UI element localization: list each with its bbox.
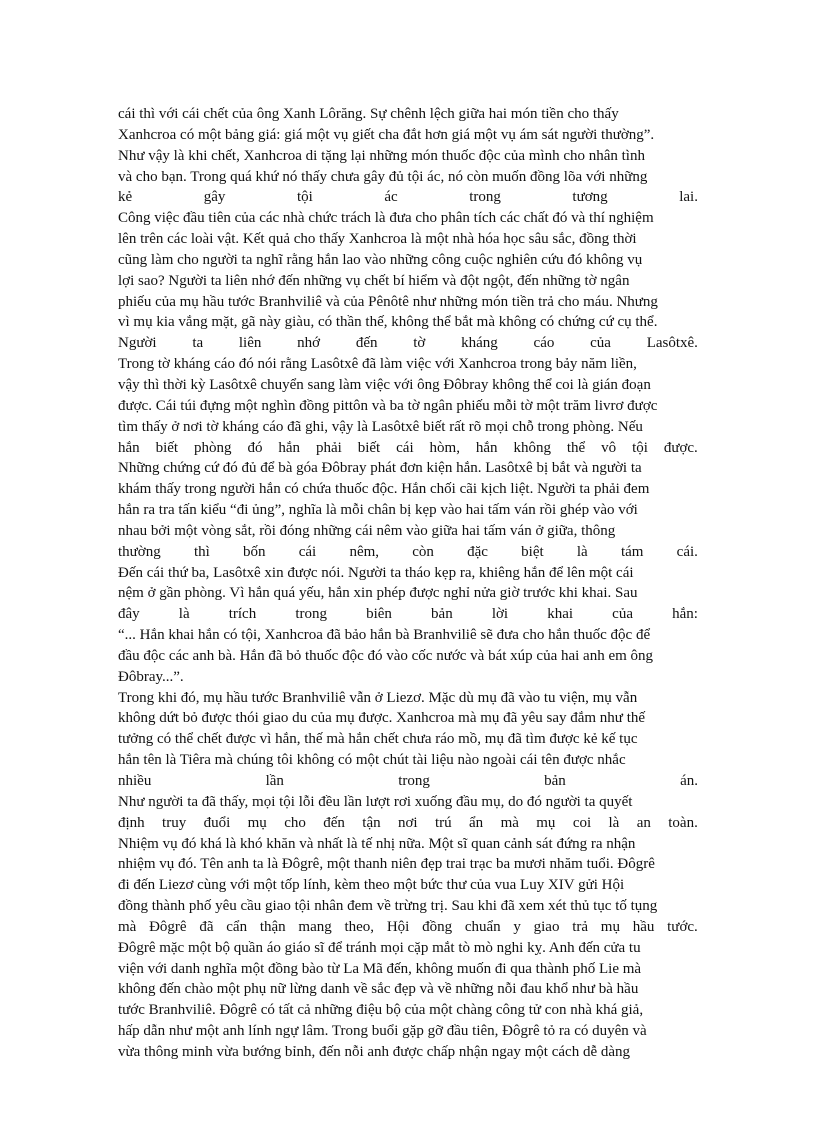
text-line: Đôbray...”. <box>118 668 184 685</box>
text-line: hắn tên là Tiêra mà chúng tôi không có một chút tài liệu nào ngoài cái tên được nhắc <box>118 752 626 769</box>
text-word: lai. <box>679 189 698 206</box>
text-word: đặc <box>467 543 488 560</box>
text-line <box>118 438 698 459</box>
text-word: ác <box>384 189 398 206</box>
text-word: cho <box>284 814 306 831</box>
text-word: đến <box>323 814 345 831</box>
text-line <box>118 333 698 354</box>
text-word: trú <box>434 814 452 831</box>
text-line: đầu độc các anh bà. Hắn đã bỏ thuốc độc đó vào cốc nước và bát xúp của hai anh em ông <box>118 647 654 664</box>
text-line: phiếu của mụ hầu tước Branhviliê và của Pênôtê như những món tiền trả cho máu. Nhưng <box>118 293 658 310</box>
text-word: biệt <box>521 543 544 560</box>
text-word: vô <box>601 439 617 456</box>
text-line: Nhiệm vụ đó khá là khó khăn và nhất là tế nhị nữa. Một sĩ quan cảnh sát đứng ra nhận <box>118 835 636 852</box>
body-text <box>118 104 698 1063</box>
text-line: vừa thông minh vừa bướng bỉnh, đến nỗi anh được chấp nhận ngay một cách dễ dàng <box>118 1043 631 1060</box>
text-line <box>118 604 698 625</box>
text-line <box>118 187 698 208</box>
text-line: Những chứng cứ đó đủ để bà góa Đôbray phát đơn kiện hắn. Lasôtxê bị bắt và người ta <box>118 460 642 477</box>
text-word: ẩn <box>469 814 484 831</box>
text-word: là <box>178 606 190 623</box>
text-line: nhiệm vụ đó. Tên anh ta là Đôgrê, một thanh niên đẹp trai trạc ba mươi nhăm tuổi. Đôgrê <box>118 856 655 873</box>
text-word: tội <box>632 439 648 456</box>
text-line: tìm thấy ở nơi tờ kháng cáo đã ghi, vậy là Lasôtxê biết rất rõ mọi chỗ trong phòng. Nếu <box>118 418 643 435</box>
text-word: liên <box>238 335 262 352</box>
text-word: giao <box>533 918 560 935</box>
text-line <box>118 542 698 563</box>
text-word: là <box>576 543 588 560</box>
text-word: tám <box>620 543 644 560</box>
text-line: nhau bởi một vòng sắt, rồi đóng những cái nêm vào giữa hai tấm ván ở giữa, thông <box>118 522 616 539</box>
text-word: khai <box>547 606 574 623</box>
text-word: đồng <box>422 918 453 935</box>
text-word: đây <box>118 606 140 623</box>
text-line: Đến cái thứ ba, Lasôtxê xin được nói. Người ta tháo kẹp ra, khiêng hắn để lên một cái <box>118 564 634 581</box>
text-word: cái <box>298 543 317 560</box>
text-word: định <box>118 814 145 831</box>
text-word: Người <box>118 335 157 352</box>
text-line: Xanhcroa có một bảng giá: giá một vụ giết cha đắt hơn giá một vụ ám sát người thường”. <box>118 126 655 143</box>
text-line: Đôgrê mặc một bộ quần áo giáo sĩ để tránh mọi cặp mắt tò mò nghi kỵ. Anh đến cửa tu <box>118 939 641 956</box>
text-word: được. <box>663 439 698 456</box>
text-word: nơi <box>397 814 418 831</box>
text-line: khám thấy trong người hắn có chứa thuốc độc. Hắn chối cãi kịch liệt. Người ta phải đem <box>118 481 650 498</box>
text-word: đuổi <box>203 814 231 831</box>
text-word: cái. <box>676 543 698 560</box>
text-word: mụ <box>247 814 267 831</box>
text-line: được. Cái túi đựng một nghìn đồng pittôn và ba tờ ngân phiếu mỗi tờ một trăm livrơ được <box>118 397 658 414</box>
text-line: lên trên các loài vật. Kết quả cho thấy Xanhcroa là một nhà hóa học sâu sắc, đồng thời <box>118 231 637 248</box>
text-word: tờ <box>413 335 426 352</box>
text-line: vậy thì thời kỳ Lasôtxê chuyển sang làm việc với ông Đôbray không thể coi là gián đoạn <box>118 376 651 393</box>
text-word: bản <box>431 606 453 623</box>
text-word: trong <box>398 773 430 789</box>
text-word: đến <box>355 335 378 352</box>
text-word: thể <box>566 439 586 456</box>
text-word: thận <box>259 918 286 935</box>
text-word: biết <box>357 439 381 456</box>
text-word: mà <box>118 918 137 935</box>
text-word: theo, <box>344 918 375 935</box>
text-line: viện với danh nghĩa một đồng bào từ La Mã đến, không muốn đi qua thành phố Lie mà <box>118 960 642 977</box>
text-word: truy <box>162 814 187 831</box>
text-line: Công việc đầu tiên của các nhà chức trách là đưa cho phân tích các chất đó và thí nghiệm <box>118 210 654 227</box>
text-line: đồng thành phố yêu cầu giao tội nhân đem về trừng trị. Sau khi đã xem xét thủ tục tố tụng <box>118 898 658 915</box>
text-word: Lasôtxê. <box>646 335 698 352</box>
text-line: đi đến Liezơ cùng với một tốp lính, kèm theo một bức thư của vua Luy XIV gửi Hội <box>118 877 625 894</box>
text-word: hắn <box>118 439 140 456</box>
text-line: vì mụ kia vắng mặt, gã này giàu, có thần thế, không thể bắt mà không có chứng cứ cụ thể. <box>118 314 658 331</box>
text-word: còn <box>412 543 434 560</box>
text-word: toàn. <box>668 814 698 831</box>
text-word: phòng <box>194 439 232 456</box>
text-word: cáo <box>533 335 555 352</box>
text-word: thì <box>193 543 210 560</box>
text-word: hầu <box>632 918 655 935</box>
text-word: án. <box>680 773 698 789</box>
text-line: “... Hắn khai hắn có tội, Xanhcroa đã bảo hắn bà Branhviliê sẽ đưa cho hắn thuốc độc để <box>118 627 651 644</box>
text-line: không đến chào một phụ nữ lừng danh về sắc đẹp và về những nỗi đau khổ như bà hầu <box>118 981 639 998</box>
text-word: cẩn <box>226 918 248 935</box>
text-word: lần <box>265 773 284 789</box>
text-word: trích <box>228 606 257 623</box>
text-word: hắn <box>475 439 498 456</box>
text-word: bốn <box>243 543 266 560</box>
text-word: thường <box>118 543 161 560</box>
text-word: hắn <box>278 439 301 456</box>
text-line: không dứt bỏ được thói giao du của mụ được. Xanhcroa mà mụ đã yêu say đắm như thế <box>118 710 646 727</box>
text-line: Trong tờ kháng cáo đó nói rằng Lasôtxê đã làm việc với Xanhcroa trong bảy năm liền, <box>118 356 637 373</box>
text-word: hòm, <box>429 439 460 456</box>
text-word: tương <box>572 189 608 206</box>
text-word: tận <box>362 814 381 831</box>
text-line: và cho bạn. Trong quá khứ nó thấy chưa gây đủ tội ác, nó còn muốn đồng lõa với những <box>118 168 648 185</box>
text-word: của <box>590 335 611 352</box>
text-word: kháng <box>461 335 498 352</box>
text-line: lợi sao? Người ta liên nhớ đến những vụ chết bí hiểm và đột ngột, đến những tờ ngân <box>118 272 630 289</box>
text-line <box>118 813 698 834</box>
text-word: an <box>636 814 651 831</box>
text-word: bản <box>544 773 566 789</box>
text-word: Đôgrê <box>149 918 187 935</box>
text-word: gây <box>203 189 226 206</box>
text-word: cái <box>396 439 414 456</box>
text-word: của <box>612 606 633 623</box>
text-word: mụ <box>600 918 620 935</box>
text-word: không <box>513 439 551 456</box>
text-word: hắn: <box>672 606 698 623</box>
text-line: nệm ở gần phòng. Vì hắn quá yếu, hắn xin phép được nghỉ nửa giờ trước khi khai. Sau <box>118 585 638 602</box>
text-word: đã <box>199 918 214 935</box>
text-line: cái thì với cái chết của ông Xanh Lôrăng. Sự chênh lệch giữa hai món tiền cho thấy <box>118 106 619 122</box>
text-word: mụ <box>536 814 556 831</box>
text-word: phải <box>315 439 342 456</box>
text-word: kẻ <box>118 189 133 206</box>
text-word: nhớ <box>297 335 321 352</box>
text-word: tội <box>296 189 313 206</box>
text-word: trong <box>295 606 327 623</box>
text-line: hắn ra tra tấn kiểu “đi ủng”, nghĩa là mỗi chân bị kẹp vào hai tấm ván rồi ghép vào với <box>118 502 638 519</box>
text-word: biết <box>155 439 179 456</box>
text-word: đó <box>247 439 263 456</box>
text-word: coi <box>572 814 592 831</box>
text-word: nêm, <box>349 543 380 560</box>
text-line: tưởng có thể chết được vì hắn, thế mà hắn chết chưa ráo mồ, mụ đã tìm được kẻ kế tục <box>118 731 638 748</box>
text-line: hấp dẫn như một anh lính ngự lâm. Trong buổi gặp gỡ đầu tiên, Đôgrê tỏ ra có duyên và <box>118 1023 647 1040</box>
text-line: cũng làm cho người ta nghĩ rằng hắn lao vào những công cuộc nghiên cứu đó không vụ <box>118 251 643 268</box>
text-word: trả <box>572 918 589 935</box>
text-line: tước Branhviliê. Đôgrê có tất cả những điệu bộ của một chàng công tử con nhà khá giả, <box>118 1002 644 1019</box>
text-word: tước. <box>667 918 698 935</box>
text-line <box>118 771 698 792</box>
text-word: chuẩn <box>464 918 501 935</box>
text-line: Như vậy là khi chết, Xanhcroa di tặng lại những món thuốc độc của mình cho nhân tình <box>118 147 645 164</box>
text-word: trong <box>469 189 501 206</box>
text-line: Như người ta đã thấy, mọi tội lỗi đều lần lượt rơi xuống đầu mụ, do đó người ta quyết <box>118 793 633 810</box>
text-word: Hội <box>386 918 410 935</box>
text-word: mà <box>500 814 519 831</box>
text-word: lời <box>491 606 509 623</box>
text-word: ta <box>192 335 204 352</box>
text-word: là <box>608 814 620 831</box>
text-word: y <box>513 918 521 935</box>
text-word: nhiều <box>118 773 152 789</box>
text-word: mang <box>298 918 332 935</box>
text-line <box>118 917 698 938</box>
text-line: Trong khi đó, mụ hầu tước Branhviliê vẫn ở Liezơ. Mặc dù mụ đã vào tu viện, mụ vẫn <box>118 689 638 706</box>
text-word: biên <box>366 606 392 623</box>
